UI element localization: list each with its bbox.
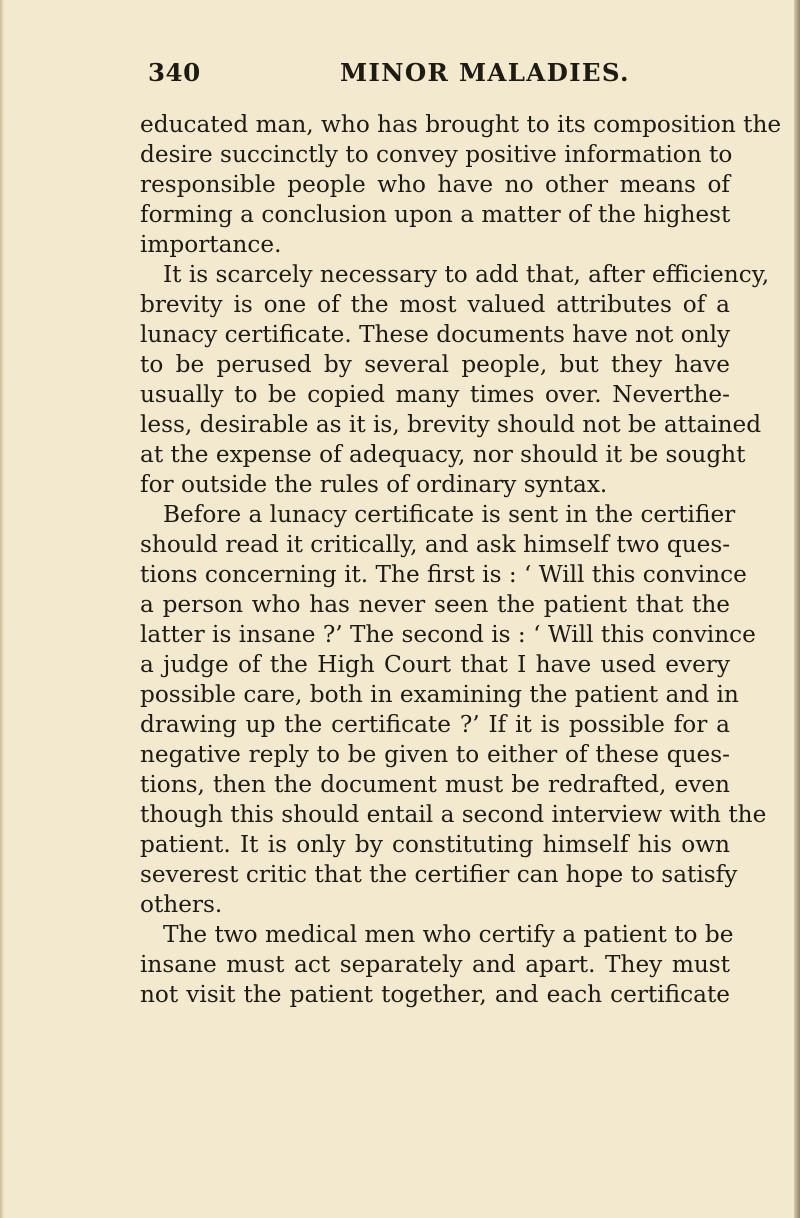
text-line: to be perused by several people, but they have — [140, 351, 730, 378]
text-line: though this should entail a second interview with the — [140, 801, 767, 828]
text-line: tions, then the document must be redrafted, even — [140, 771, 730, 798]
text-line: possible care, both in examining the patient and in — [140, 681, 739, 708]
text-line: severest critic that the certifier can hope to satisfy — [140, 861, 738, 888]
page-number: 340 — [148, 58, 201, 87]
text-line: less, desirable as it is, brevity should not be attained — [140, 411, 762, 438]
text-line: insane must act separately and apart. They must — [140, 951, 730, 978]
page-right-edge — [794, 0, 800, 1218]
text-line: others. — [140, 891, 223, 918]
text-line: The two medical men who certify a patient to be — [163, 921, 734, 948]
running-title: MINOR MALADIES. — [340, 58, 630, 87]
text-line: a person who has never seen the patient that the — [140, 591, 730, 618]
text-line: Before a lunacy certificate is sent in the certifier — [163, 501, 736, 528]
text-line: educated man, who has brought to its composition the — [140, 111, 782, 138]
text-line: responsible people who have no other means of — [140, 171, 730, 198]
text-line: negative reply to be given to either of these ques- — [140, 741, 730, 768]
text-line: should read it critically, and ask himself two ques- — [140, 531, 731, 558]
text-line: importance. — [140, 231, 282, 258]
text-line: not visit the patient together, and each certificate — [140, 981, 730, 1008]
text-line: usually to be copied many times over. Neverthe- — [140, 381, 730, 408]
text-line: for outside the rules of ordinary syntax. — [140, 471, 608, 498]
text-line: a judge of the High Court that I have used every — [140, 651, 730, 678]
text-line: lunacy certificate. These documents have not only — [140, 321, 731, 348]
text-line: brevity is one of the most valued attributes of a — [140, 291, 730, 318]
text-line: at the expense of adequacy, nor should it be sought — [140, 441, 746, 468]
text-line: drawing up the certificate ?’ If it is possible for a — [140, 711, 730, 738]
text-line: tions concerning it. The first is : ‘ Will this convince — [140, 561, 747, 588]
body-text — [140, 110, 782, 1010]
running-header — [138, 58, 698, 98]
text-line: latter is insane ?’ The second is : ‘ Will this convince — [140, 621, 756, 648]
text-line: desire succinctly to convey positive information to — [140, 141, 733, 168]
page-left-edge — [0, 0, 4, 1218]
text-line: forming a conclusion upon a matter of the highest — [140, 201, 731, 228]
text-line: It is scarcely necessary to add that, after efficiency, — [163, 261, 770, 288]
text-line: patient. It is only by constituting himself his own — [140, 831, 730, 858]
